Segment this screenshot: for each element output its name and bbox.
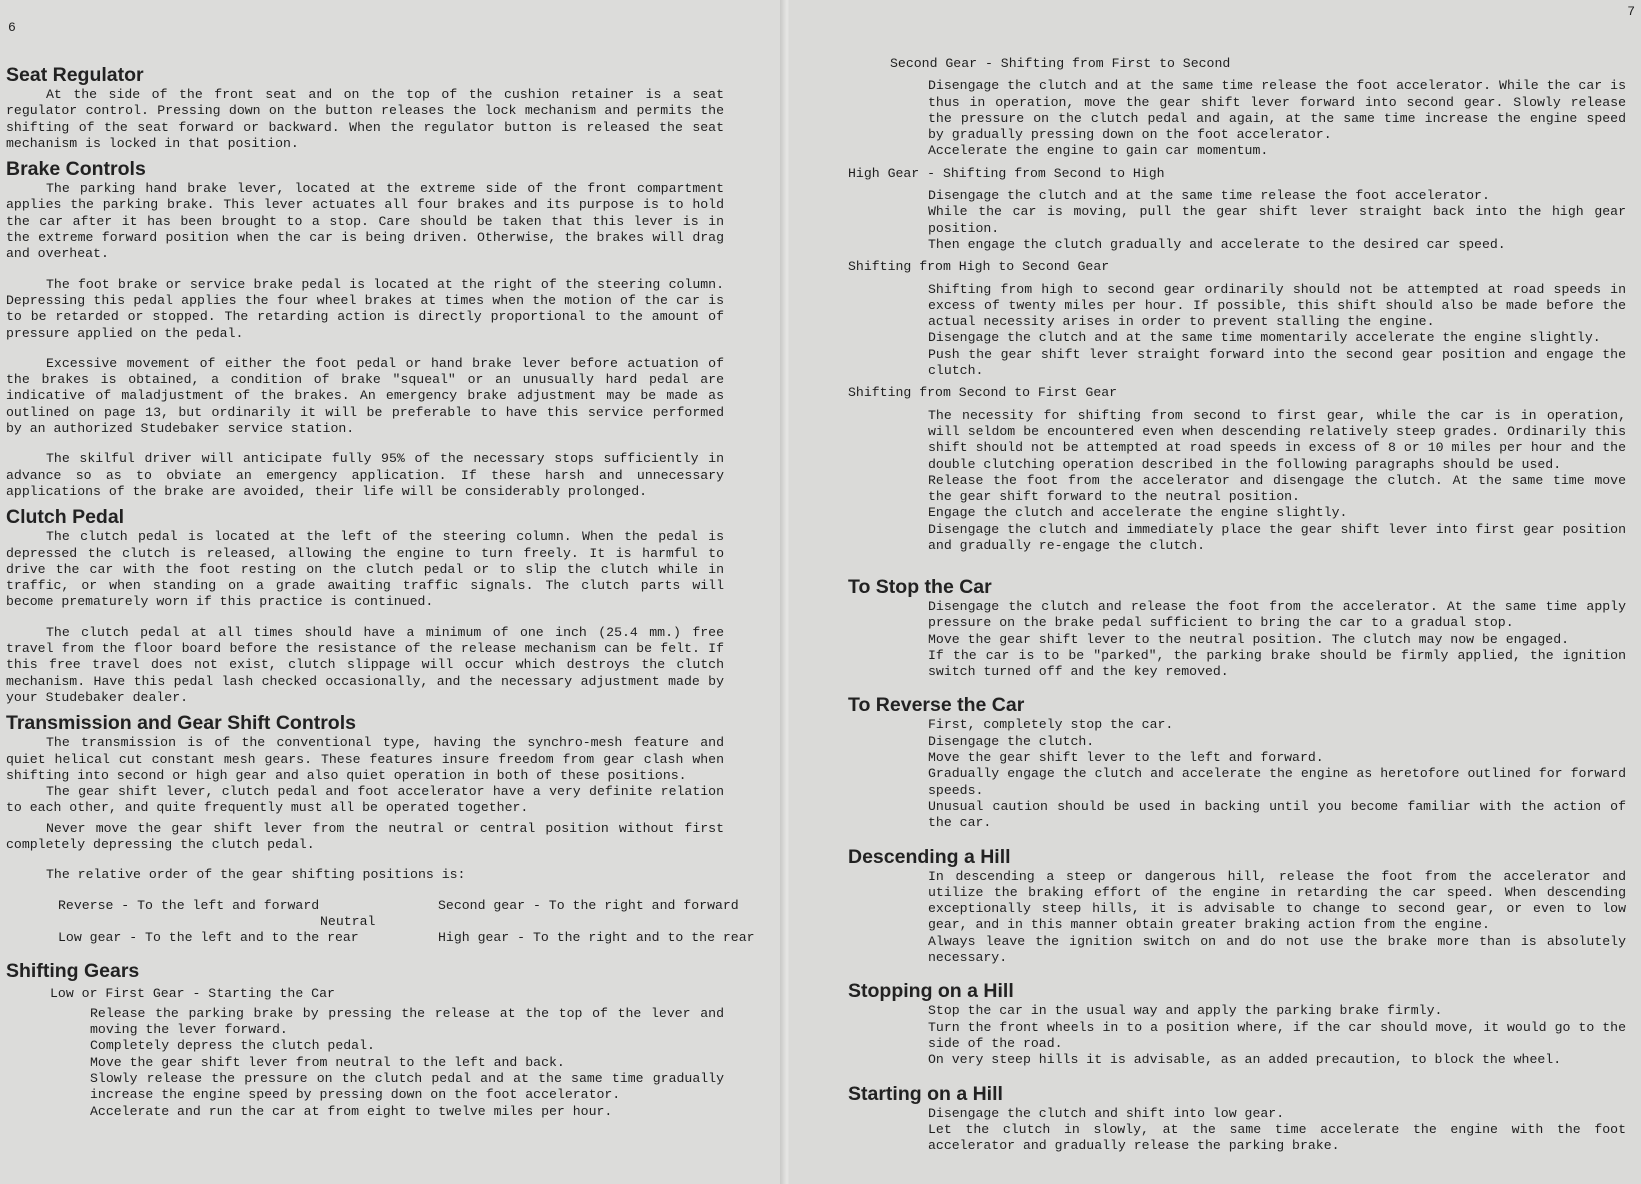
subheading: Second Gear - Shifting from First to Second: [890, 56, 1231, 71]
paragraph: The clutch pedal at all times should have a minimum of one inch (25.4 mm.) free travel from the floor board before the resistance of the release mechanism can be felt. If this free travel does not exist, clutch slippage will occur which destroys the clutch mechanism. Have this pedal lash checked occasionally, and the necessary adjustment made by your Studebaker dealer.: [6, 624, 724, 705]
section-heading: Transmission and Gear Shift Controls: [6, 712, 356, 735]
section-heading: To Reverse the Car: [848, 694, 1025, 717]
paragraph: At the side of the front seat and on the top of the cushion retainer is a seat regulator control. Pressing down on the button releases the lock mechanism and permits the shifting of the seat forward or backward. When the regulator button is released the seat mechanism is locked in that position.: [6, 87, 724, 151]
step: Shifting from high to second gear ordinarily should not be attempted at road speeds in excess of twenty miles per hour. If possible, this shift should also be made before the actual necessity arises in order to prevent stalling the engine.: [928, 281, 1626, 330]
step: Disengage the clutch and release the foot from the accelerator. At the same time apply pressure on the brake pedal sufficient to bring the car to a gradual stop.: [928, 599, 1626, 631]
steps: [928, 188, 1626, 253]
step: Disengage the clutch and at the same time momentarily accelerate the engine slightly.: [928, 330, 1601, 346]
step: On very steep hills it is advisable, as an added precaution, to block the wheel.: [928, 1052, 1562, 1068]
step: While the car is moving, pull the gear shift lever straight back into the high gear position.: [928, 204, 1626, 236]
paragraph: The parking hand brake lever, located at the extreme side of the front compartment applies the parking brake. This lever actuates all four brakes and its purpose is to hold the car after it has been brought to a stop. Care should be taken that this lever is in the extreme forward position when the car is being driven. Otherwise, the brakes will drag and overheat.: [6, 181, 724, 262]
step: Move the gear shift lever to the neutral position. The clutch may now be engaged.: [928, 631, 1570, 647]
step: Always leave the ignition switch on and do not use the brake more than is absolutely necessary.: [928, 933, 1626, 966]
position-low: Low gear - To the left and to the rear: [58, 929, 359, 945]
right-page: [790, 0, 1641, 1184]
section-reverse-car: [848, 694, 1626, 831]
step: Slowly release the pressure on the clutch pedal and at the same time gradually increase the engine speed by pressing down on the foot accelerator.: [90, 1071, 724, 1103]
steps: [928, 408, 1626, 555]
section-heading: To Stop the Car: [848, 576, 992, 598]
left-page: [0, 0, 785, 1184]
section-brake-controls: [6, 158, 724, 500]
steps: [90, 1006, 724, 1120]
steps: [928, 599, 1626, 680]
paragraph: The clutch pedal is located at the left of the steering column. When the pedal is depressed the clutch is released, allowing the engine to turn freely. It is harmful to drive the car with the foot resting on the clutch pedal or to slip the clutch while in traffic, or when standing on a grade awaiting traffic signals. The clutch parts will become prematurely worn if this practice is continued.: [6, 529, 724, 610]
step: Completely depress the clutch pedal.: [90, 1038, 375, 1054]
section-stop-car: [848, 576, 1626, 680]
step: Release the foot from the accelerator and disengage the clutch. At the same time move the gear shift forward to the neutral position.: [928, 472, 1626, 505]
position-high: High gear - To the right and to the rear: [438, 929, 755, 945]
section-heading: Seat Regulator: [6, 64, 144, 86]
step: Move the gear shift lever from neutral to the left and back.: [90, 1054, 565, 1070]
section-heading: Descending a Hill: [848, 845, 1011, 868]
steps: [928, 282, 1626, 380]
step: Disengage the clutch and immediately place the gear shift lever into first gear position and gradually re-engage the clutch.: [928, 521, 1626, 554]
section-transmission: [6, 712, 755, 945]
section-stopping-hill: [848, 980, 1626, 1068]
subheading: Shifting from High to Second Gear: [848, 259, 1110, 275]
section-heading: Shifting Gears: [6, 959, 140, 982]
page-number: 6: [8, 20, 16, 35]
steps: [928, 717, 1626, 831]
page-number: 7: [1627, 4, 1635, 19]
step: Disengage the clutch and shift into low gear.: [928, 1105, 1285, 1121]
gear-positions: [58, 897, 755, 946]
step: In descending a steep or dangerous hill, release the foot from the accelerator and utilize the braking effort of the engine in retarding the car speed. When descending exceptionally steep hills, it is advisable to change to second gear, or even to low gear, and in this manner obtain greater braking action from the engine.: [928, 868, 1626, 933]
subheading: Shifting from Second to First Gear: [848, 385, 1118, 401]
paragraph: The skilful driver will anticipate fully 95% of the necessary stops sufficiently in advance so as to obviate an emergency application. If these harsh and unnecessary applications of the brake are avoided, their life will be considerably prolonged.: [6, 451, 724, 499]
paragraph: The relative order of the gear shifting positions is:: [46, 867, 466, 883]
right-sections: [848, 576, 1626, 1160]
steps: [928, 869, 1626, 967]
step: Push the gear shift lever straight forward into the second gear position and engage the clutch.: [928, 346, 1626, 379]
subheading: Low or First Gear - Starting the Car: [50, 985, 335, 1001]
subheading: High Gear - Shifting from Second to High: [848, 165, 1165, 181]
position-reverse: Reverse - To the left and forward: [58, 897, 320, 913]
paragraph: The foot brake or service brake pedal is located at the right of the steering column. Depressing this pedal applies the four wheel brakes at times when the motion of the car is to be retarded or stopped. The retarding action is directly proportional to the amount of pressure applied on the pedal.: [6, 276, 724, 341]
position-neutral: Neutral: [320, 913, 376, 929]
step: Gradually engage the clutch and accelerate the engine as heretofore outlined for forward speeds.: [928, 766, 1626, 798]
paragraph: The gear shift lever, clutch pedal and foot accelerator have a very definite relation to each other, and quite frequently must all be operated together.: [6, 784, 724, 816]
section-clutch-pedal: [6, 506, 724, 706]
section-heading: Clutch Pedal: [6, 506, 125, 529]
step: Disengage the clutch and at the same time release the foot accelerator.: [928, 188, 1490, 204]
step: Disengage the clutch and at the same time release the foot accelerator. While the car is thus in operation, move the gear shift lever forward into second gear. Slowly release the pressure on the clutch pedal and again, at the same time increase the engine speed by gradually pressing down on the foot accelerator.: [928, 78, 1626, 143]
section-heading: Starting on a Hill: [848, 1082, 1003, 1105]
paragraph: Excessive movement of either the foot pedal or hand brake lever before actuation of the brakes is obtained, a condition of brake "squeal" or an unusually hard pedal are indicative of maladjustment of the brakes. An emergency brake adjustment may be made as outlined on page 13, but ordinarily it will be preferable to have this service performed by an authorized Studebaker service station.: [6, 355, 724, 437]
section-starting-hill: [848, 1083, 1626, 1155]
step: Move the gear shift lever to the left and forward.: [928, 750, 1324, 766]
steps: [928, 1106, 1626, 1155]
section-seat-regulator: [6, 64, 724, 152]
paragraph: Never move the gear shift lever from the neutral or central position without first completely depressing the clutch pedal.: [6, 820, 724, 852]
section-heading: Stopping on a Hill: [848, 980, 1014, 1003]
section-descending-hill: [848, 846, 1626, 967]
step: Turn the front wheels in to a position where, if the car should move, it would go to the side of the road.: [928, 1019, 1626, 1051]
steps: [928, 1003, 1626, 1068]
right-column: [848, 52, 1626, 560]
step: If the car is to be "parked", the parking brake should be firmly applied, the ignition switch turned off and the key removed.: [928, 647, 1626, 680]
step: The necessity for shifting from second to first gear, while the car is in operation, will seldom be encountered even when descending relatively steep grades. Ordinarily this shift should not be attempted at road speeds in excess of 8 or 10 miles per hour and the double clutching operation described in the following paragraphs should be used.: [928, 407, 1626, 472]
paragraph: The transmission is of the conventional type, having the synchro-mesh feature and quiet helical cut constant mesh gears. These features insure freedom from gear clash when shifting into second or high gear and also quiet operation in both of these positions.: [6, 735, 724, 783]
step: First, completely stop the car.: [928, 717, 1174, 733]
step: Then engage the clutch gradually and accelerate to the desired car speed.: [928, 236, 1506, 252]
step: Unusual caution should be used in backing until you become familiar with the action of the car.: [928, 798, 1626, 831]
step: Accelerate and run the car at from eight to twelve miles per hour.: [90, 1103, 613, 1119]
steps: [928, 78, 1626, 159]
step: Release the parking brake by pressing the release at the top of the lever and moving the lever forward.: [90, 1005, 724, 1038]
step: Stop the car in the usual way and apply the parking brake firmly.: [928, 1003, 1443, 1019]
section-shifting-gears: [6, 960, 724, 1120]
step: Accelerate the engine to gain car momentum.: [928, 143, 1269, 159]
step: Engage the clutch and accelerate the engine slightly.: [928, 505, 1348, 521]
step: Let the clutch in slowly, at the same time accelerate the engine with the foot accelerator and gradually release the parking brake.: [928, 1121, 1626, 1154]
step: Disengage the clutch.: [928, 733, 1095, 749]
section-heading: Brake Controls: [6, 158, 146, 181]
left-column: [6, 64, 755, 1126]
position-second: Second gear - To the right and forward: [438, 897, 739, 913]
